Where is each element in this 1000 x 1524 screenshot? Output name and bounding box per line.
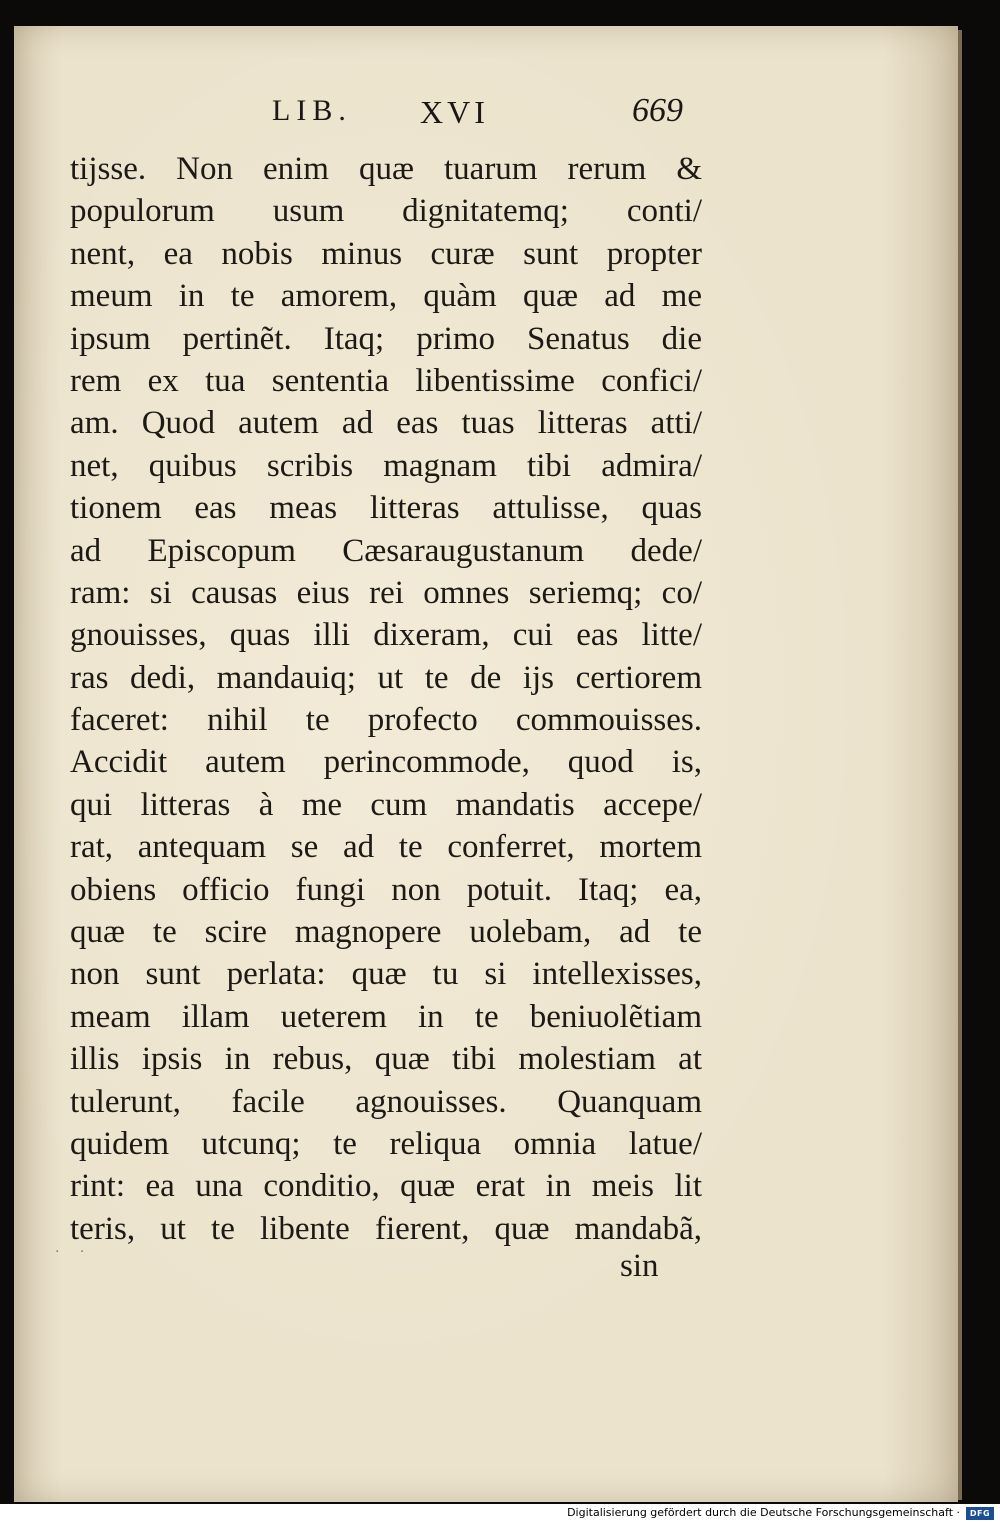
text-line: meam illam ueterem in te beniuolẽtiam bbox=[70, 998, 702, 1035]
text-line: meum in te amorem, quàm quæ ad me bbox=[70, 278, 702, 315]
text-line: faceret: nihil te profecto commouisses. bbox=[70, 702, 702, 739]
book-number: XVI bbox=[420, 94, 489, 130]
text-line: rint: ea una conditio, quæ erat in meis lit bbox=[70, 1168, 702, 1205]
text-line: ad Episcopum Cæsaraugustanum dede/ bbox=[70, 532, 702, 569]
dfg-logo: DFG bbox=[966, 1507, 994, 1520]
page-header bbox=[0, 70, 1000, 130]
text-line: rat, antequam se ad te conferret, mortem bbox=[70, 829, 702, 866]
text-line: teris, ut te libente fierent, quæ mandabã, bbox=[70, 1210, 702, 1247]
text-line: illis ipsis in rebus, quæ tibi molestiam at bbox=[70, 1041, 702, 1078]
text-line: net, quibus scribis magnam tibi admira/ bbox=[70, 447, 702, 484]
text-line: ram: si causas eius rei omnes seriemq; co/ bbox=[70, 574, 702, 611]
text-line: quæ te scire magnopere uolebam, ad te bbox=[70, 914, 702, 951]
text-line: ras dedi, mandauiq; ut te de ijs certiorem bbox=[70, 659, 702, 696]
text-line: Accidit autem perincommode, quod is, bbox=[70, 744, 702, 781]
text-line: ipsum pertinẽt. Itaq; primo Senatus die bbox=[70, 320, 702, 357]
text-line: tulerunt, facile agnouisses. Quanquam bbox=[70, 1083, 702, 1120]
text-line: gnouisses, quas illi dixeram, cui eas litte/ bbox=[70, 617, 702, 654]
text-line: qui litteras à me cum mandatis accepe/ bbox=[70, 786, 702, 823]
running-head: LIB. bbox=[272, 94, 352, 127]
text-line: quidem utcunq; te reliqua omnia latue/ bbox=[70, 1125, 702, 1162]
folio-number: 669 bbox=[632, 92, 683, 129]
page-edge bbox=[958, 30, 962, 1500]
text-line: am. Quod autem ad eas tuas litteras atti/ bbox=[70, 405, 702, 442]
text-line: tionem eas meas litteras attulisse, quas bbox=[70, 490, 702, 527]
text-line: obiens officio fungi non potuit. Itaq; ea, bbox=[70, 871, 702, 908]
text-line: populorum usum dignitatemq; conti/ bbox=[70, 193, 702, 230]
ink-speckle: · · bbox=[55, 1244, 93, 1260]
text-line: nent, ea nobis minus curæ sunt propter bbox=[70, 235, 702, 272]
text-line: non sunt perlata: quæ tu si intellexisses, bbox=[70, 956, 702, 993]
catchword: sin bbox=[620, 1248, 659, 1284]
text-line: rem ex tua sententia libentissime confici/ bbox=[70, 362, 702, 399]
digitization-footer bbox=[0, 1504, 1000, 1524]
text-line: tijsse. Non enim quæ tuarum rerum & bbox=[70, 151, 702, 187]
body-text bbox=[70, 148, 702, 1250]
funding-credit: Digitalisierung gefördert durch die Deutsche Forschungsgemeinschaft · bbox=[567, 1506, 960, 1519]
